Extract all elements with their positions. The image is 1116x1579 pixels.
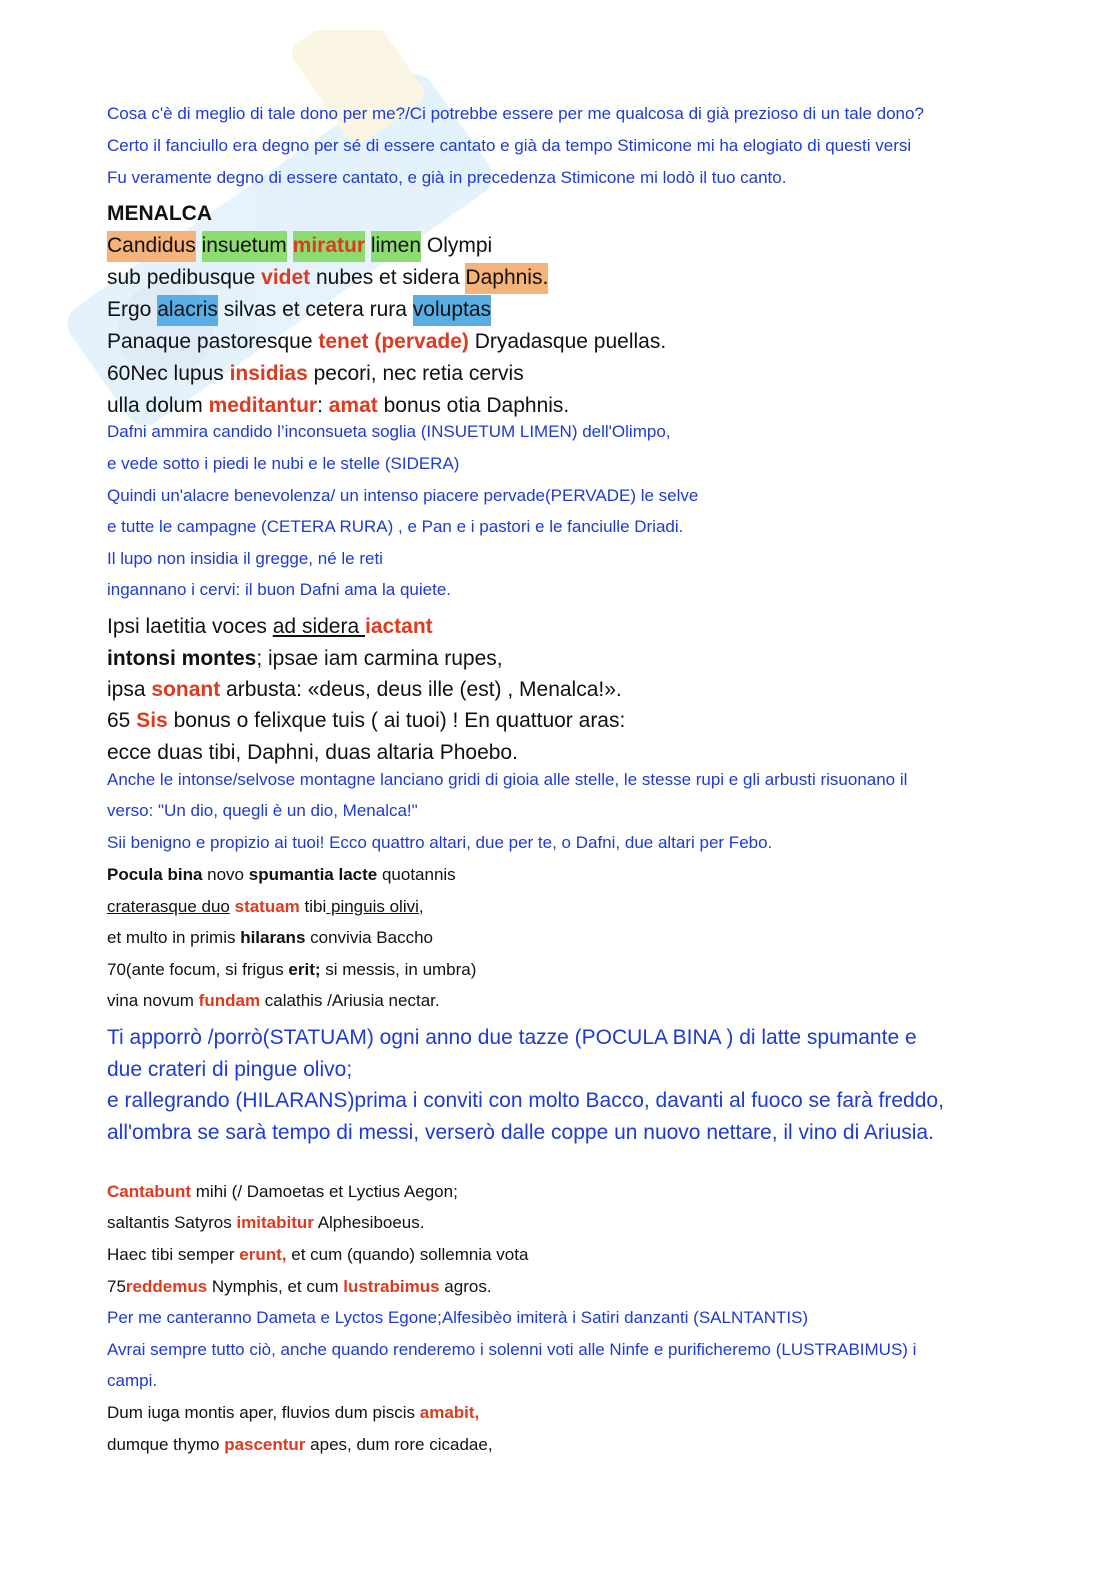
latin-text: ulla dolum	[107, 394, 209, 417]
verb-highlight: pascentur	[224, 1435, 306, 1454]
latin-text: mihi (/ Damoetas et Lyctius Aegon;	[191, 1182, 458, 1201]
verb-highlight: imitabitur	[236, 1213, 314, 1232]
verb-highlight: insidias	[229, 362, 308, 385]
verb-highlight: reddemus	[125, 1277, 208, 1296]
latin-text: Nymphis, et cum	[207, 1277, 344, 1296]
bold-text: intonsi montes	[107, 647, 257, 670]
latin-text: 75	[107, 1277, 126, 1296]
verb-highlight: amat	[328, 394, 378, 417]
translation-line: Quindi un'alacre benevolenza/ un intenso piacere pervade(PERVADE) le selve	[107, 486, 699, 505]
latin-verse	[107, 363, 524, 384]
latin-text: Olympi	[421, 234, 493, 257]
highlight-orange: Candidus	[107, 231, 196, 262]
latin-text: quotannis	[377, 865, 456, 884]
latin-text	[196, 234, 202, 257]
latin-text: silvas et cetera rura	[217, 298, 413, 321]
latin-text	[365, 234, 371, 257]
latin-verse	[107, 395, 569, 416]
verb-highlight: erunt,	[239, 1245, 287, 1264]
highlight-orange: Daphnis.	[465, 263, 548, 294]
latin-verse	[107, 961, 476, 978]
translation-line: campi.	[107, 1371, 158, 1390]
bold-text: erit;	[288, 960, 321, 979]
translation-line: Per me canteranno Dameta e Lyctos Egone;Alfesibèo imiterà i Satiri danzanti (SALNTANTIS)	[107, 1308, 809, 1327]
underlined-text: craterasque duo	[107, 897, 230, 916]
latin-text: si messis, in umbra)	[320, 960, 477, 979]
latin-text: vina novum	[107, 991, 199, 1010]
latin-text: pecori, nec retia cervis	[307, 362, 524, 385]
verb-highlight: Sis	[136, 709, 168, 732]
latin-verse	[107, 710, 625, 731]
latin-verse	[107, 331, 666, 352]
latin-text: bonus o felixque tuis ( ai tuoi) ! En quattuor aras:	[167, 709, 626, 732]
latin-text: et multo in primis	[107, 928, 241, 947]
bold-text: hilarans	[240, 928, 306, 947]
latin-text: ,	[418, 897, 424, 916]
translation-line: Dafni ammira candido l’inconsueta soglia (INSUETUM LIMEN) dell'Olimpo,	[107, 422, 671, 441]
latin-text: apes, dum rore cicadae,	[305, 1435, 493, 1454]
latin-text: :	[317, 394, 329, 417]
latin-text: ; ipsae iam carmina rupes,	[256, 647, 503, 670]
highlight-blue: voluptas	[413, 295, 491, 326]
translation-line: Avrai sempre tutto ciò, anche quando renderemo i solenni voti alle Ninfe e purificheremo (LUSTRABIMUS) i	[107, 1340, 917, 1359]
verb-highlight: iactant	[364, 615, 433, 638]
latin-text: agros.	[439, 1277, 492, 1296]
bold-text: Pocula bina	[107, 865, 203, 884]
latin-text: ipsa	[107, 678, 152, 701]
translation-line: Ti apporrò /porrò(STATUAM) ogni anno due tazze (POCULA BINA ) di latte spumante e	[107, 1026, 917, 1049]
latin-text	[287, 234, 293, 257]
highlight-green: insuetum	[202, 231, 287, 262]
latin-verse	[107, 1436, 493, 1453]
translation-line: e vede sotto i piedi le nubi e le stelle (SIDERA)	[107, 454, 460, 473]
underlined-text: ad sidera	[272, 615, 365, 638]
translation-line: ingannano i cervi: il buon Dafni ama la quiete.	[107, 580, 451, 599]
latin-verse	[107, 1214, 425, 1231]
intro-line: Certo il fanciullo era degno per sé di essere cantato e già da tempo Stimicone mi ha elogiato di questi versi	[107, 136, 912, 155]
translation-line: e rallegrando (HILARANS)prima i conviti con molto Bacco, davanti al fuoco se farà freddo,	[107, 1089, 944, 1112]
latin-verse	[107, 866, 456, 883]
verb-highlight: Cantabunt	[107, 1182, 192, 1201]
translation-line: Anche le intonse/selvose montagne lanciano gridi di gioia alle stelle, le stesse rupi e gli arbusti risuonano il	[107, 770, 908, 789]
bold-text: spumantia lacte	[248, 865, 378, 884]
intro-line: Fu veramente degno di essere cantato, e già in precedenza Stimicone mi lodò il tuo canto.	[107, 168, 787, 187]
translation-line: due crateri di pingue olivo;	[107, 1058, 353, 1081]
latin-verse	[107, 929, 433, 946]
latin-text: novo	[202, 865, 249, 884]
latin-text: et cum (quando) sollemnia vota	[286, 1245, 529, 1264]
verb-highlight: tenet (pervade)	[318, 330, 469, 353]
latin-text: bonus otia Daphnis.	[377, 394, 570, 417]
latin-verse	[107, 235, 492, 256]
latin-text: saltantis Satyros	[107, 1213, 237, 1232]
latin-verse	[107, 648, 503, 669]
latin-verse	[107, 267, 548, 288]
latin-text: Ipsi laetitia voces	[107, 615, 273, 638]
translation-line: all'ombra se sarà tempo di messi, verserò dalle coppe un nuovo nettare, il vino di Ariusia.	[107, 1121, 934, 1144]
latin-verse	[107, 992, 440, 1009]
translation-line: Il lupo non insidia il gregge, né le reti	[107, 549, 383, 568]
latin-verse	[107, 898, 424, 915]
latin-text: Haec tibi semper	[107, 1245, 240, 1264]
latin-text: Dryadasque puellas.	[468, 330, 667, 353]
latin-text: arbusta: «deus, deus ille (est) , Menalca!».	[220, 678, 622, 701]
verb-highlight: amabit,	[419, 1403, 480, 1422]
latin-text: 65	[107, 709, 137, 732]
intro-line: Cosa c'è di meglio di tale dono per me?/Ci potrebbe essere per me qualcosa di già prezioso di un tale dono?	[107, 104, 924, 123]
section-heading: MENALCA	[107, 202, 212, 225]
verb-highlight: statuam	[234, 897, 300, 916]
verb-highlight: meditantur	[208, 394, 318, 417]
latin-text: tibi	[299, 897, 327, 916]
underlined-text: pinguis olivi	[326, 897, 419, 916]
latin-text: calathis /Ariusia nectar.	[260, 991, 440, 1010]
latin-text: Panaque pastoresque	[107, 330, 319, 353]
latin-verse	[107, 1278, 492, 1295]
latin-text: 60Nec lupus	[107, 362, 230, 385]
verb-highlight: videt	[261, 266, 311, 289]
latin-text: sub pedibusque	[107, 266, 262, 289]
translation-line: verso: "Un dio, quegli è un dio, Menalca!"	[107, 801, 418, 820]
highlight-green: limen	[371, 231, 421, 262]
latin-verse	[107, 1183, 458, 1200]
latin-verse: ecce duas tibi, Daphni, duas altaria Phoebo.	[107, 741, 518, 764]
verb-highlight: sonant	[151, 678, 221, 701]
latin-verse	[107, 679, 622, 700]
latin-text: 70(ante focum, si frigus	[107, 960, 289, 979]
latin-text: Ergo	[107, 298, 158, 321]
latin-text: nubes et sidera	[310, 266, 466, 289]
latin-text: Alphesiboeus.	[313, 1213, 425, 1232]
latin-text: Dum iuga montis aper, fluvios dum piscis	[107, 1403, 420, 1422]
latin-verse	[107, 1246, 528, 1263]
latin-text: dumque thymo	[107, 1435, 225, 1454]
latin-verse	[107, 1404, 479, 1421]
latin-verse	[107, 299, 491, 320]
translation-line: e tutte le campagne (CETERA RURA) , e Pan e i pastori e le fanciulle Driadi.	[107, 517, 684, 536]
verb-highlight: lustrabimus	[343, 1277, 440, 1296]
highlight-green-verb: miratur	[293, 231, 365, 262]
latin-text: convivia Baccho	[305, 928, 433, 947]
highlight-blue: alacris	[157, 295, 218, 326]
latin-verse	[107, 616, 433, 637]
verb-highlight: fundam	[198, 991, 261, 1010]
translation-line: Sii benigno e propizio ai tuoi! Ecco quattro altari, due per te, o Dafni, due altari per Febo.	[107, 833, 773, 852]
